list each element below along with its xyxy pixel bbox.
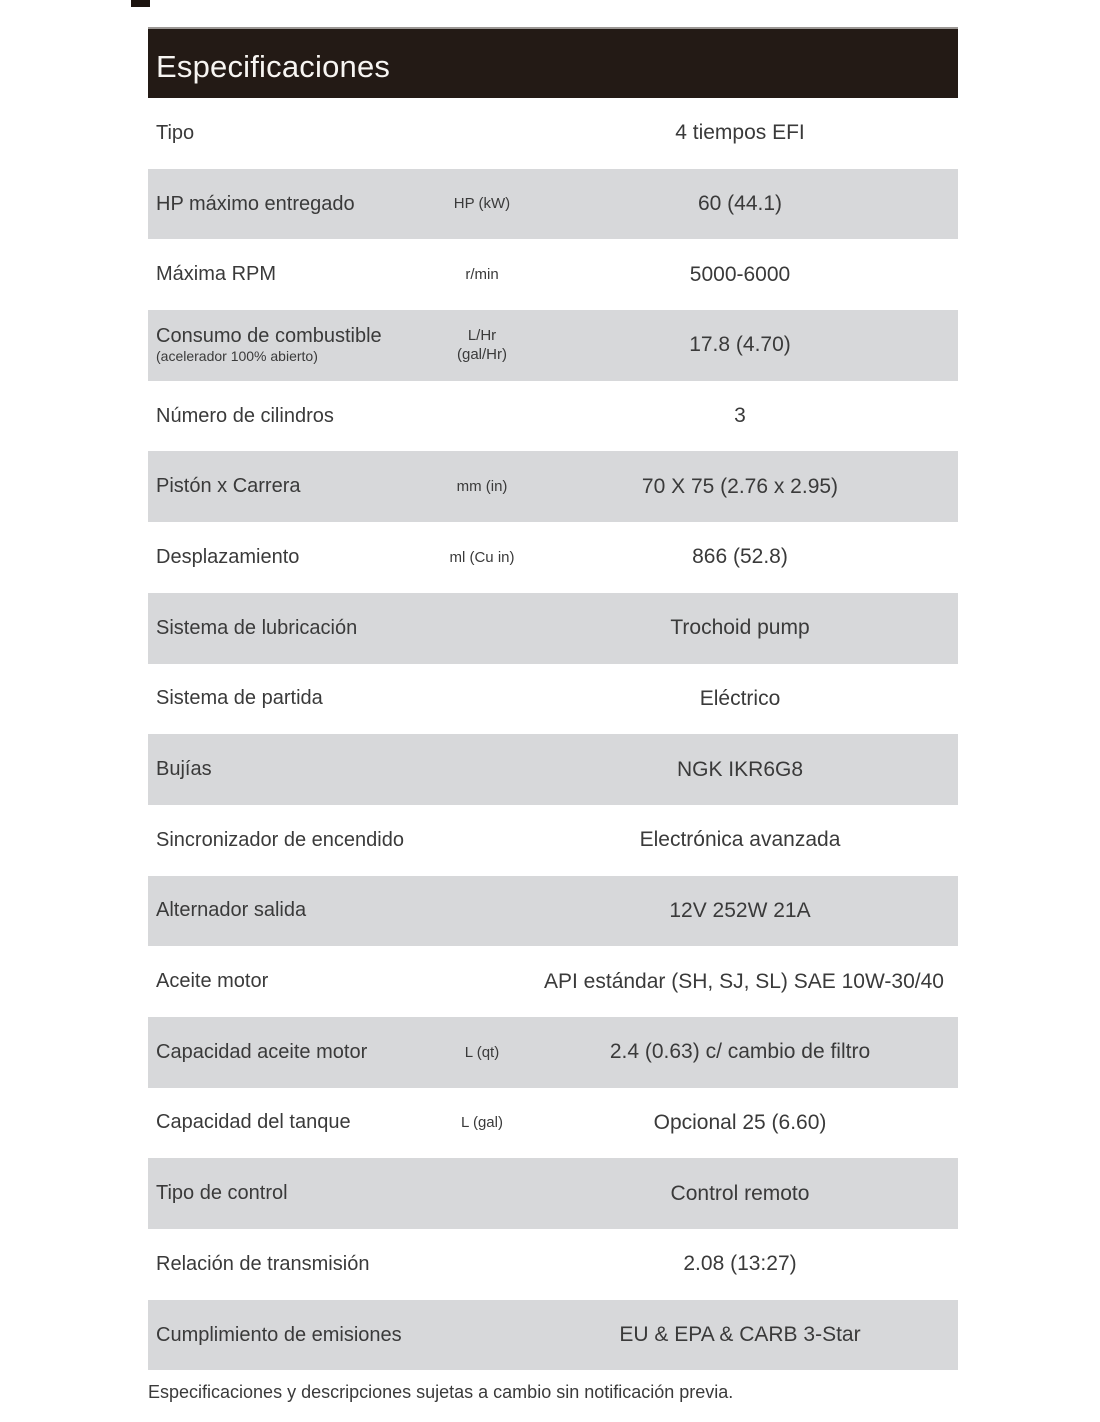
spec-label: Relación de transmisión [156, 1252, 370, 1275]
spec-label: Capacidad aceite motor [156, 1040, 368, 1063]
spec-unit-cell [420, 1043, 544, 1063]
spec-value-cell [544, 1182, 958, 1206]
spec-unit-line: r/min [465, 265, 499, 283]
spec-unit-line: L (gal) [461, 1114, 503, 1132]
spec-value: 5000-6000 [689, 262, 791, 286]
spec-label-cell [148, 122, 420, 145]
spec-value: Trochoid pump [670, 616, 810, 640]
spec-label: Sistema de lubricación [156, 616, 358, 639]
spec-label-cell [148, 1324, 420, 1347]
spec-label-cell [148, 1253, 420, 1276]
spec-value-cell [544, 404, 958, 428]
spec-value-cell [544, 263, 958, 287]
spec-label-cell [148, 1182, 420, 1205]
spec-unit-line: mm (in) [456, 478, 508, 496]
spec-row [148, 1229, 958, 1300]
spec-value: Eléctrico [699, 686, 781, 710]
spec-table [148, 98, 958, 1370]
spec-row [148, 98, 958, 169]
spec-unit-line: ml (Cu in) [449, 548, 515, 566]
spec-value-cell [544, 616, 958, 640]
spec-unit-cell [420, 326, 544, 365]
spec-value-cell [544, 970, 966, 994]
spec-label: HP máximo entregado [156, 192, 355, 215]
spec-label-cell [148, 1111, 420, 1134]
section-header-bar [148, 27, 958, 98]
spec-unit-line: L/Hr [467, 326, 497, 344]
spec-value: EU & EPA & CARB 3-Star [619, 1323, 861, 1347]
spec-label-cell [148, 193, 420, 216]
spec-label: Alternador salida [156, 899, 307, 922]
spec-row [148, 593, 958, 664]
spec-sheet [148, 27, 958, 1370]
spec-value: 70 X 75 (2.76 x 2.95) [641, 474, 839, 498]
spec-value: Electrónica avanzada [639, 828, 841, 852]
spec-value-cell [544, 899, 958, 923]
spec-unit-line: L (qt) [464, 1043, 500, 1061]
spec-label: Consumo de combustible [156, 325, 382, 348]
spec-label-cell [148, 829, 420, 852]
spec-unit-cell [420, 548, 544, 568]
spec-label-cell [148, 1041, 420, 1064]
spec-unit-line: (gal/Hr) [456, 346, 507, 364]
spec-label-cell [148, 899, 420, 922]
spec-unit-cell [420, 1113, 544, 1133]
section-title: Especificaciones [156, 48, 391, 84]
spec-label: Bujías [156, 758, 212, 781]
spec-value: 17.8 (4.70) [689, 333, 791, 357]
spec-row [148, 310, 958, 381]
spec-sublabel: (acelerador 100% abierto) [156, 348, 318, 365]
spec-label: Número de cilindros [156, 404, 334, 427]
spec-label: Pistón x Carrera [156, 475, 301, 498]
spec-value-cell [544, 545, 958, 569]
spec-value-cell [544, 828, 958, 852]
spec-value: 4 tiempos EFI [675, 121, 805, 145]
spec-row [148, 805, 958, 876]
spec-value: API estándar (SH, SJ, SL) SAE 10W-30/40 [544, 969, 944, 993]
spec-label: Capacidad del tanque [156, 1111, 351, 1134]
spec-label-cell [148, 758, 420, 781]
spec-row [148, 381, 958, 452]
spec-value: 2.08 (13:27) [683, 1252, 797, 1276]
spec-unit-line: HP (kW) [453, 195, 511, 213]
spec-value-cell [544, 687, 958, 711]
spec-value-cell [544, 192, 958, 216]
spec-label: Cumplimiento de emisiones [156, 1323, 402, 1346]
spec-value: Control remoto [670, 1181, 810, 1205]
spec-value: 12V 252W 21A [669, 898, 811, 922]
spec-label: Máxima RPM [156, 263, 277, 286]
spec-value-cell [544, 333, 958, 357]
spec-value-cell [544, 758, 958, 782]
spec-unit-cell [420, 194, 544, 214]
spec-row [148, 1088, 958, 1159]
spec-label-cell [148, 687, 420, 710]
spec-label-cell [148, 263, 420, 286]
spec-row [148, 664, 958, 735]
spec-row [148, 522, 958, 593]
spec-label-cell [148, 546, 420, 569]
spec-value: Opcional 25 (6.60) [653, 1110, 827, 1134]
spec-value-cell [544, 1111, 958, 1135]
spec-row [148, 946, 958, 1017]
spec-label-cell [148, 405, 420, 428]
spec-label: Tipo [156, 121, 195, 144]
spec-value-cell [544, 1252, 958, 1276]
spec-row [148, 876, 958, 947]
spec-value: 60 (44.1) [697, 192, 783, 216]
spec-value-cell [544, 121, 958, 145]
spec-row [148, 239, 958, 310]
spec-label: Desplazamiento [156, 545, 300, 568]
spec-unit-cell [420, 477, 544, 497]
spec-label: Sincronizador de encendido [156, 828, 404, 851]
spec-value: 866 (52.8) [692, 545, 788, 569]
spec-unit-cell [420, 265, 544, 285]
spec-label-cell [148, 970, 420, 993]
spec-row [148, 734, 958, 805]
spec-label: Aceite motor [156, 970, 269, 993]
spec-label-cell [148, 475, 420, 498]
spec-value: 2.4 (0.63) c/ cambio de filtro [609, 1040, 871, 1064]
spec-value-cell [544, 475, 958, 499]
spec-label-cell [148, 617, 420, 640]
spec-value: 3 [734, 404, 746, 428]
spec-row [148, 1300, 958, 1371]
spec-value: NGK IKR6G8 [676, 757, 804, 781]
spec-row [148, 1017, 958, 1088]
spec-value-cell [544, 1040, 958, 1064]
spec-label: Sistema de partida [156, 687, 323, 710]
footnote: Especificaciones y descripciones sujetas a cambio sin notificación previa. [148, 1382, 734, 1402]
spec-label: Tipo de control [156, 1182, 288, 1205]
crop-artifact [131, 0, 150, 7]
spec-label-cell [148, 325, 420, 366]
spec-row [148, 169, 958, 240]
spec-value-cell [544, 1323, 958, 1347]
spec-row [148, 1158, 958, 1229]
spec-row [148, 451, 958, 522]
